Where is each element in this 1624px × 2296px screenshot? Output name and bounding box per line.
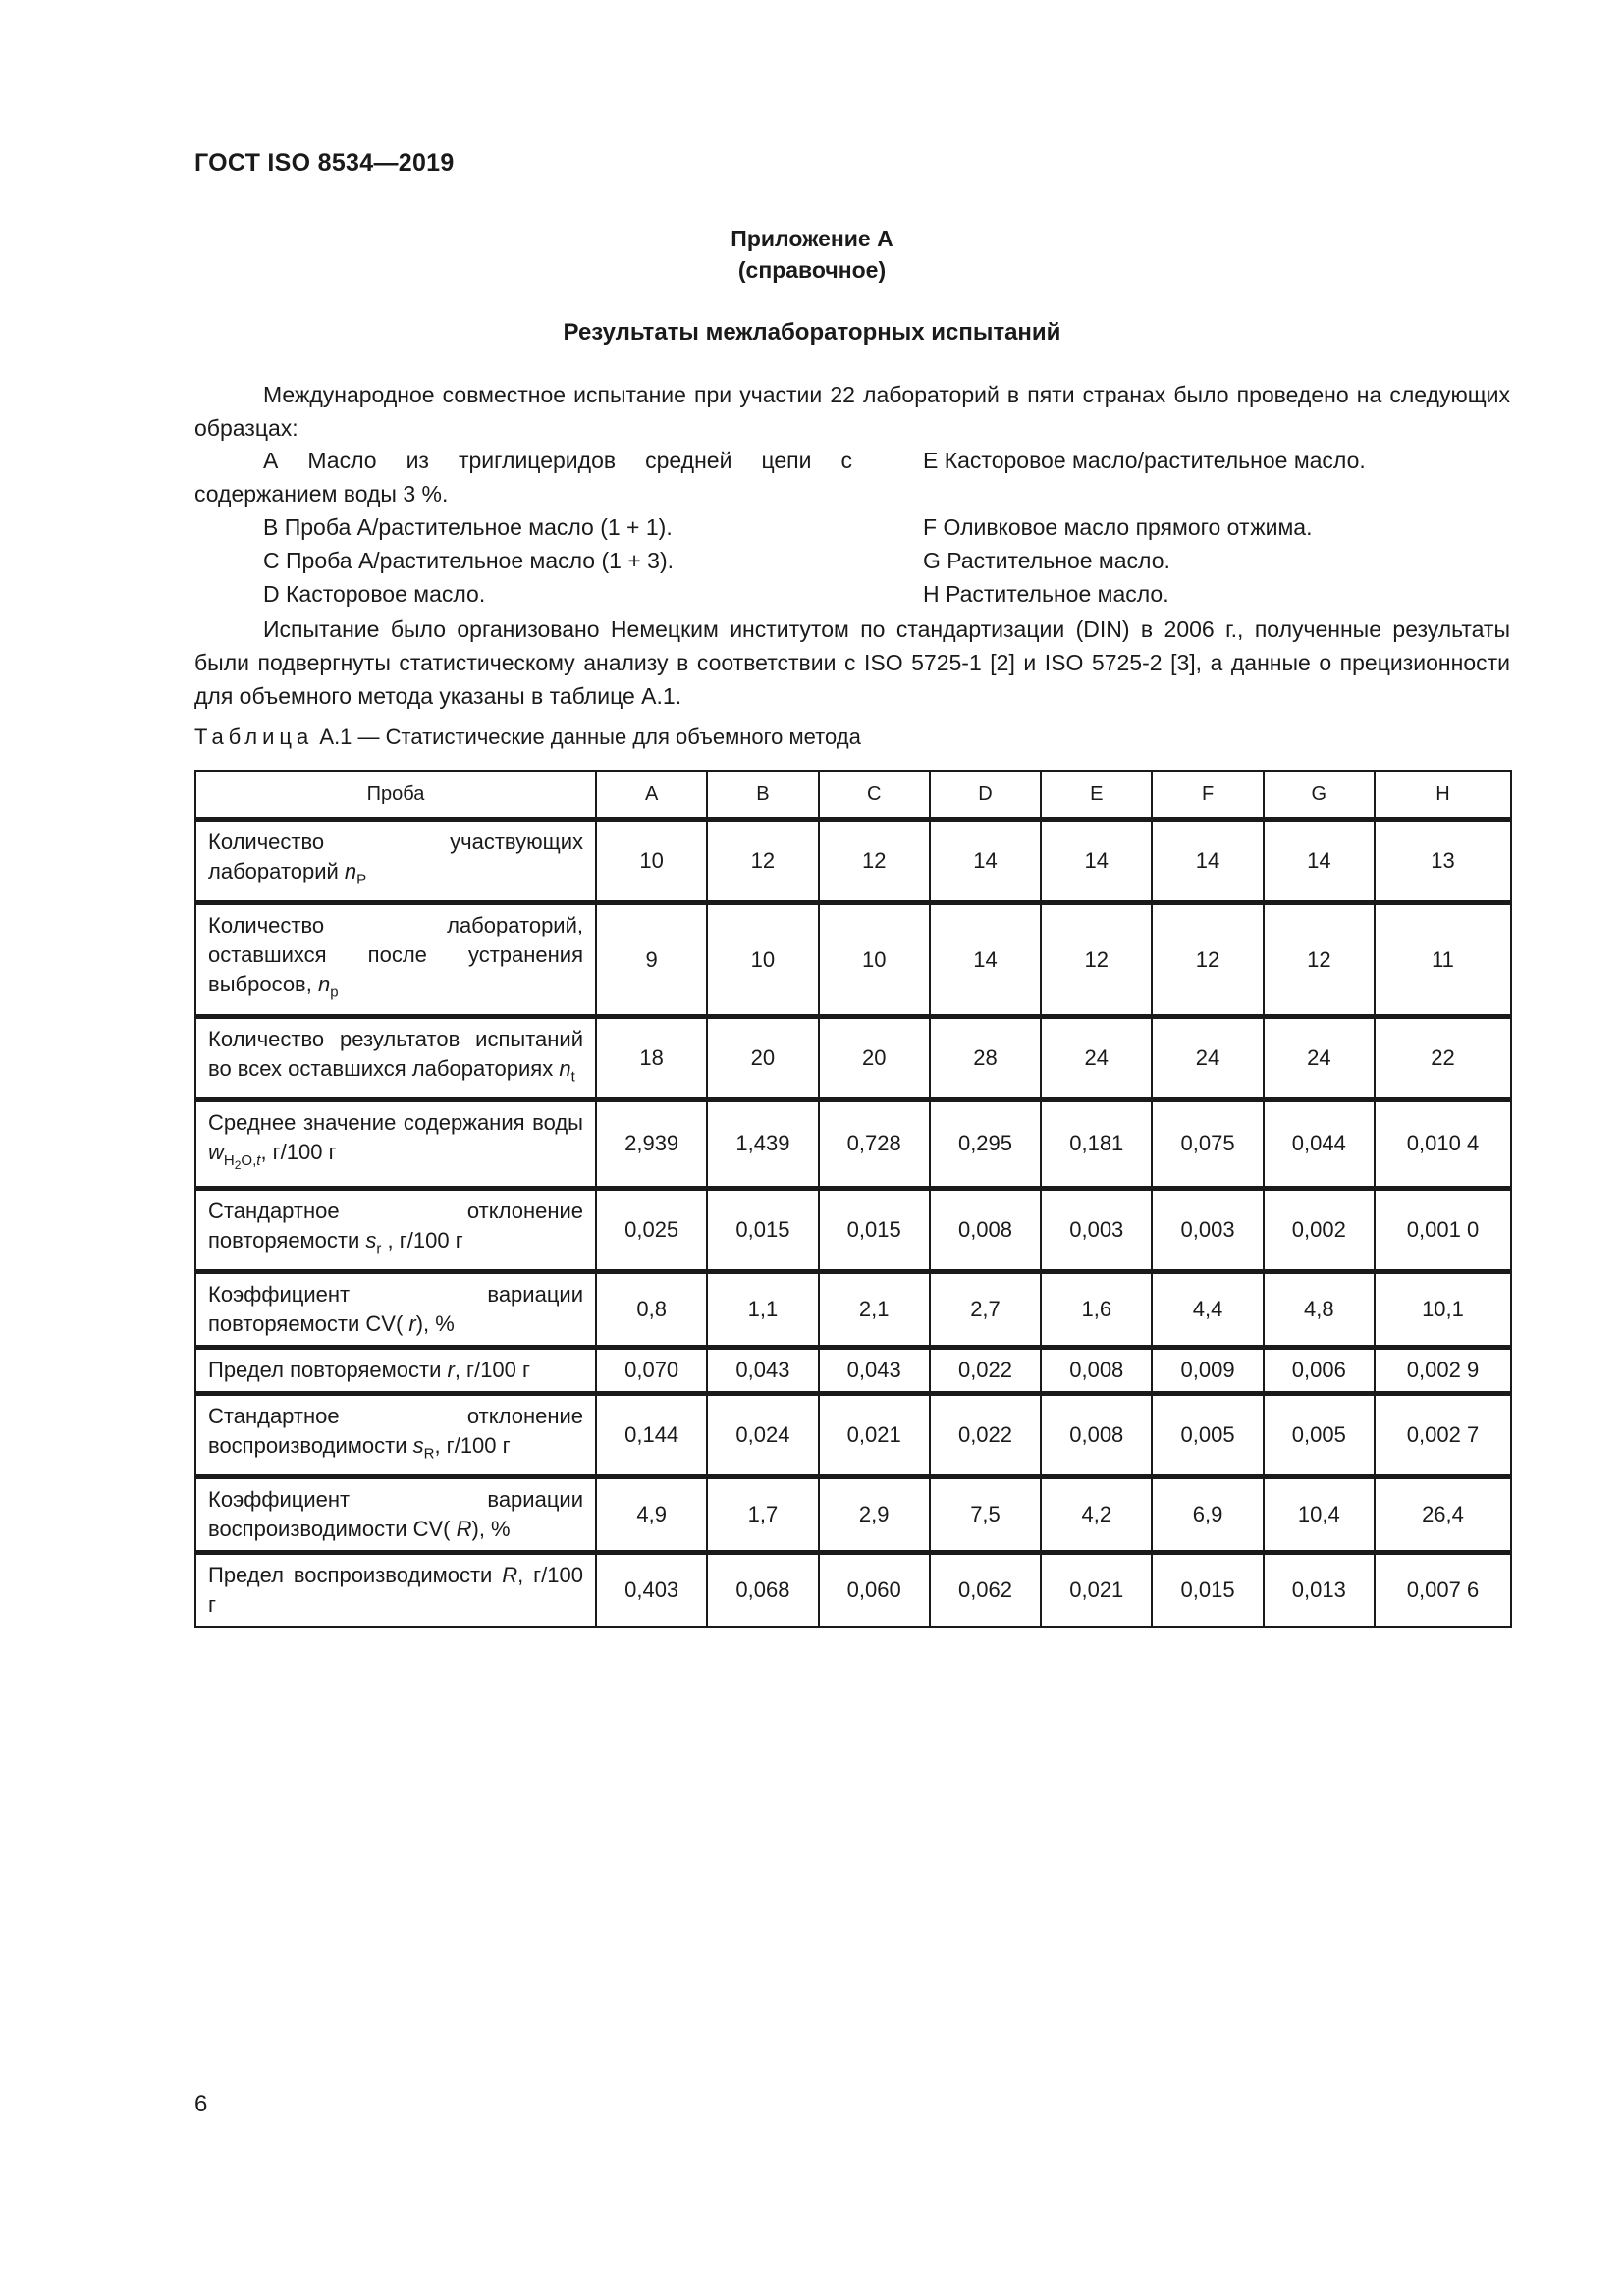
column-header-sample: Проба (195, 771, 596, 820)
table-cell: 0,043 (707, 1347, 818, 1393)
row-label: Коэффициент вариации воспроизводимости CV( R), % (195, 1477, 596, 1553)
table-cell: 0,008 (930, 1188, 1041, 1271)
table-row (195, 1553, 1511, 1628)
column-header: Н (1375, 771, 1511, 820)
table-caption (194, 724, 861, 750)
sample-item: Н Растительное масло. (923, 581, 1169, 607)
table-row (195, 1393, 1511, 1476)
table-cell: 2,7 (930, 1271, 1041, 1347)
table-cell: 12 (819, 820, 930, 903)
table-cell: 0,068 (707, 1553, 818, 1628)
table-cell: 0,021 (1041, 1553, 1152, 1628)
table-cell: 9 (596, 903, 707, 1016)
table-row (195, 1271, 1511, 1347)
table-cell: 0,043 (819, 1347, 930, 1393)
table-caption-word: Таблица (194, 724, 314, 749)
table-cell: 2,939 (596, 1100, 707, 1188)
table-cell: 0,015 (819, 1188, 930, 1271)
method-paragraph (194, 613, 1510, 713)
table-cell: 7,5 (930, 1477, 1041, 1553)
table-cell: 1,439 (707, 1100, 818, 1188)
table-cell: 0,013 (1264, 1553, 1375, 1628)
table-cell: 0,010 4 (1375, 1100, 1511, 1188)
intro-paragraph-text: Международное совместное испытание при участии 22 лабораторий в пяти странах было проведено на следующих образцах: (194, 382, 1510, 441)
table-cell: 1,6 (1041, 1271, 1152, 1347)
table-cell: 0,044 (1264, 1100, 1375, 1188)
table-cell: 0,728 (819, 1100, 930, 1188)
table-cell: 12 (1264, 903, 1375, 1016)
table-cell: 0,015 (1152, 1553, 1263, 1628)
table-cell: 0,015 (707, 1188, 818, 1271)
table-row (195, 820, 1511, 903)
table-cell: 24 (1264, 1016, 1375, 1099)
table-cell: 0,181 (1041, 1100, 1152, 1188)
table-cell: 20 (819, 1016, 930, 1099)
table-row (195, 1347, 1511, 1393)
table-cell: 0,007 6 (1375, 1553, 1511, 1628)
table-caption-text: А.1 — Статистические данные для объемного метода (319, 724, 861, 749)
page-number: 6 (194, 2091, 208, 2117)
annex-subtitle: (справочное) (737, 257, 887, 283)
table-cell: 0,025 (596, 1188, 707, 1271)
table-cell: 0,009 (1152, 1347, 1263, 1393)
table-cell: 0,001 0 (1375, 1188, 1511, 1271)
sample-item: В Проба А/растительное масло (1 + 1). (263, 514, 673, 540)
table-cell: 0,006 (1264, 1347, 1375, 1393)
intro-paragraph (194, 378, 1510, 445)
table-cell: 14 (1041, 820, 1152, 903)
table-cell: 0,003 (1152, 1188, 1263, 1271)
table-cell: 12 (707, 820, 818, 903)
table-cell: 14 (930, 820, 1041, 903)
table-cell: 14 (1152, 820, 1263, 903)
table-cell: 0,022 (930, 1393, 1041, 1476)
table-cell: 1,1 (707, 1271, 818, 1347)
table-cell: 13 (1375, 820, 1511, 903)
row-label: Количество результатов испытаний во всех оставшихся лабораториях $n_t$ (195, 1016, 596, 1099)
table-cell: 18 (596, 1016, 707, 1099)
row-label: Предел воспроизводимости R, г/100 г (195, 1553, 596, 1628)
table-cell: 11 (1375, 903, 1511, 1016)
table-cell: 0,002 9 (1375, 1347, 1511, 1393)
table-cell: 0,070 (596, 1347, 707, 1393)
sample-item: Е Касторовое масло/растительное масло. (923, 448, 1366, 473)
table-cell: 0,295 (930, 1100, 1041, 1188)
annex-title: Приложение А (731, 226, 893, 251)
row-label: Количество лабораторий, оставшихся после устранения выбросов, $n_p$ (195, 903, 596, 1016)
column-header: Е (1041, 771, 1152, 820)
table-cell: 0,8 (596, 1271, 707, 1347)
table-cell: 14 (930, 903, 1041, 1016)
table-cell: 0,060 (819, 1553, 930, 1628)
table-cell: 0,021 (819, 1393, 930, 1476)
table-cell: 0,005 (1152, 1393, 1263, 1476)
table-cell: 10 (819, 903, 930, 1016)
table-cell: 0,008 (1041, 1347, 1152, 1393)
table-row (195, 903, 1511, 1016)
table-cell: 20 (707, 1016, 818, 1099)
row-label: Количество участвующих лабораторий $n_P$ (195, 820, 596, 903)
table-cell: 24 (1041, 1016, 1152, 1099)
sample-item: С Проба А/растительное масло (1 + 3). (263, 548, 674, 573)
table-cell: 10 (707, 903, 818, 1016)
table-cell: 6,9 (1152, 1477, 1263, 1553)
table-cell: 0,002 (1264, 1188, 1375, 1271)
column-header: D (930, 771, 1041, 820)
document-header: ГОСТ ISO 8534—2019 (194, 149, 455, 177)
table-cell: 0,144 (596, 1393, 707, 1476)
table-cell: 10,1 (1375, 1271, 1511, 1347)
column-header: В (707, 771, 818, 820)
table-cell: 4,4 (1152, 1271, 1263, 1347)
table-cell: 4,8 (1264, 1271, 1375, 1347)
table-cell: 12 (1152, 903, 1263, 1016)
table-header-row (195, 771, 1511, 820)
table-cell: 2,9 (819, 1477, 930, 1553)
row-label: Среднее значение содержания воды $w_{H_2O,t}$, г/100 г (195, 1100, 596, 1188)
table-cell: 14 (1264, 820, 1375, 903)
precision-table (194, 770, 1512, 1628)
column-header: G (1264, 771, 1375, 820)
row-label: Стандартное отклонение воспроизводимости $s_R$, г/100 г (195, 1393, 596, 1476)
table-cell: 0,002 7 (1375, 1393, 1511, 1476)
table-cell: 4,9 (596, 1477, 707, 1553)
column-header: F (1152, 771, 1263, 820)
table-cell: 28 (930, 1016, 1041, 1099)
table-cell: 2,1 (819, 1271, 930, 1347)
row-label: Предел повторяемости r, г/100 г (195, 1347, 596, 1393)
samples-list-right (923, 444, 1512, 611)
row-label: Коэффициент вариации повторяемости CV( r), % (195, 1271, 596, 1347)
table-row (195, 1016, 1511, 1099)
table-cell: 10,4 (1264, 1477, 1375, 1553)
samples-list-left (194, 444, 852, 611)
column-header: А (596, 771, 707, 820)
table-row (195, 1100, 1511, 1188)
column-header: С (819, 771, 930, 820)
table-cell: 0,062 (930, 1553, 1041, 1628)
table-cell: 0,003 (1041, 1188, 1152, 1271)
table-cell: 0,024 (707, 1393, 818, 1476)
table-cell: 1,7 (707, 1477, 818, 1553)
table-cell: 22 (1375, 1016, 1511, 1099)
method-paragraph-text: Испытание было организовано Немецким институтом по стандартизации (DIN) в 2006 г., полученные результаты были подвергнуты статистическому анализу в соответствии с ISO 5725-1 [2] и ISO 5725-2 [3], а данные о прецизионности для объемного метода указаны в таблице А.1. (194, 616, 1510, 709)
table-cell: 0,022 (930, 1347, 1041, 1393)
table-cell: 0,403 (596, 1553, 707, 1628)
table-cell: 4,2 (1041, 1477, 1152, 1553)
table-cell: 26,4 (1375, 1477, 1511, 1553)
table-cell: 10 (596, 820, 707, 903)
table-cell: 0,005 (1264, 1393, 1375, 1476)
annex-heading: Результаты межлабораторных испытаний (563, 319, 1061, 346)
table-row (195, 1477, 1511, 1553)
table-cell: 24 (1152, 1016, 1263, 1099)
table-cell: 12 (1041, 903, 1152, 1016)
table-row (195, 1188, 1511, 1271)
row-label: Стандартное отклонение повторяемости $s_r$ , г/100 г (195, 1188, 596, 1271)
sample-item: D Касторовое масло. (263, 581, 486, 607)
table-cell: 0,075 (1152, 1100, 1263, 1188)
table-cell: 0,008 (1041, 1393, 1152, 1476)
sample-item: G Растительное масло. (923, 548, 1170, 573)
sample-item: F Оливковое масло прямого отжима. (923, 514, 1313, 540)
sample-item: А Масло из триглицеридов средней цепи с содержанием воды 3 %. (194, 448, 852, 507)
